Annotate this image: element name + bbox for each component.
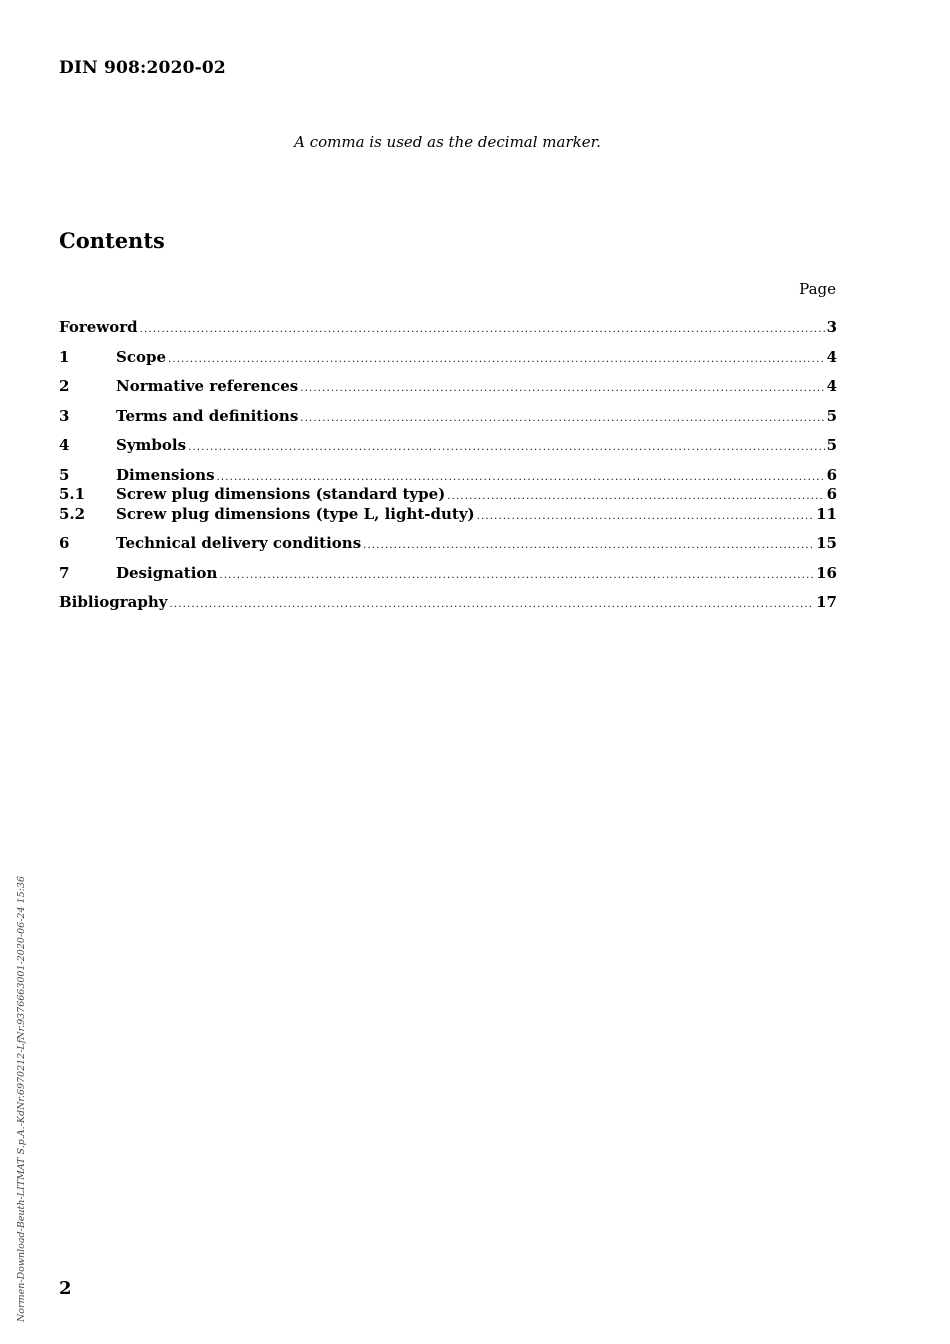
toc-leader-dots xyxy=(188,442,825,453)
toc-entry-dimensions[interactable] xyxy=(59,466,837,486)
toc-entry-title: Terms and definitions xyxy=(116,406,299,425)
toc-entry-title: Foreword xyxy=(59,318,138,336)
toc-leader-dots xyxy=(168,354,825,365)
toc-entry-page: 4 xyxy=(826,377,837,395)
toc-entry-symbols[interactable] xyxy=(59,436,837,456)
toc-entry-page: 5 xyxy=(826,406,837,425)
table-of-contents xyxy=(59,318,837,613)
toc-entry-title: Scope xyxy=(116,347,167,366)
toc-entry-number: 1 xyxy=(59,347,70,366)
toc-entry-normative-references[interactable] xyxy=(59,377,837,397)
toc-entry-foreword[interactable] xyxy=(59,318,837,338)
toc-entry-title: Screw plug dimensions (standard type) xyxy=(116,485,446,503)
page-column-label: Page xyxy=(799,280,836,298)
toc-leader-dots xyxy=(219,570,814,581)
toc-entry-number: 2 xyxy=(59,377,70,395)
toc-entry-standard-type-dimensions[interactable] xyxy=(59,485,837,505)
toc-entry-technical-delivery-conditions[interactable] xyxy=(59,534,837,554)
toc-entry-scope[interactable] xyxy=(59,348,837,368)
contents-heading: Contents xyxy=(59,228,165,253)
toc-entry-page: 17 xyxy=(816,593,837,611)
toc-entry-bibliography[interactable] xyxy=(59,593,837,613)
page-number: 2 xyxy=(59,1278,72,1299)
toc-entry-number: 6 xyxy=(59,534,70,552)
download-watermark-note: Normen-Download-Beuth-LITMAT S.p.A.-KdNr.6970212-LfNr.9376663001-2020-06-24 15:36 xyxy=(16,876,27,1322)
toc-entry-title: Screw plug dimensions (type L, light-duty) xyxy=(116,504,475,523)
toc-entry-page: 3 xyxy=(826,318,837,336)
toc-leader-dots xyxy=(140,324,825,335)
toc-leader-dots xyxy=(300,413,824,424)
toc-entry-page: 11 xyxy=(816,504,837,523)
toc-leader-dots xyxy=(447,491,824,502)
toc-leader-dots xyxy=(170,599,815,610)
toc-entry-type-l-dimensions[interactable] xyxy=(59,505,837,525)
toc-leader-dots xyxy=(363,540,814,551)
toc-entry-number: 7 xyxy=(59,563,70,582)
toc-entry-number: 5 xyxy=(59,465,70,484)
document-id: DIN 908:2020-02 xyxy=(59,58,226,78)
toc-entry-page: 16 xyxy=(816,563,837,582)
toc-entry-title: Normative references xyxy=(116,377,299,395)
toc-entry-page: 6 xyxy=(826,485,837,503)
toc-entry-number: 3 xyxy=(59,406,70,425)
toc-entry-page: 6 xyxy=(826,465,837,484)
toc-leader-dots xyxy=(217,472,825,483)
toc-entry-title: Dimensions xyxy=(116,465,215,484)
toc-entry-number: 4 xyxy=(59,436,70,454)
toc-entry-title: Technical delivery conditions xyxy=(116,534,362,552)
toc-entry-page: 15 xyxy=(816,534,837,552)
toc-leader-dots xyxy=(300,383,824,394)
toc-leader-dots xyxy=(477,511,814,522)
decimal-marker-note: A comma is used as the decimal marker. xyxy=(294,133,601,151)
toc-entry-title: Designation xyxy=(116,563,218,582)
toc-entry-page: 4 xyxy=(826,347,837,366)
toc-entry-title: Bibliography xyxy=(59,593,168,611)
toc-entry-number: 5.1 xyxy=(59,485,86,503)
toc-entry-terms-and-definitions[interactable] xyxy=(59,407,837,427)
toc-entry-page: 5 xyxy=(826,436,837,454)
toc-entry-number: 5.2 xyxy=(59,504,86,523)
toc-entry-title: Symbols xyxy=(116,436,187,454)
toc-entry-designation[interactable] xyxy=(59,564,837,584)
